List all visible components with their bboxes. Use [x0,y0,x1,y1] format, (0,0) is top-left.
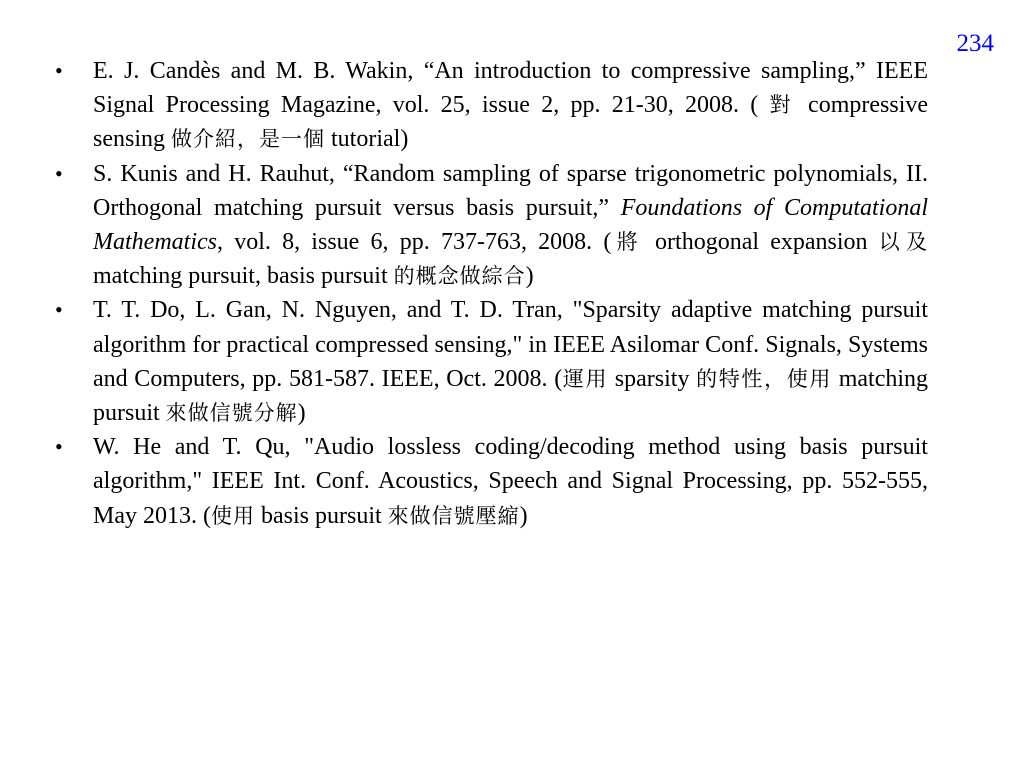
reference-authors: S. Kunis and H. Rauhut, [93,160,343,187]
reference-note-close: ) [519,502,528,529]
reference-item [50,157,928,294]
reference-note-cjk: 運用 [562,366,609,391]
reference-note-cjk: 將 [611,230,644,255]
reference-details: , vol. 8, issue 6, pp. 737-763, 2008. [216,229,604,256]
page-number: 234 [956,30,994,57]
reference-note-cjk: 的特性，使用 [696,366,833,391]
reference-item [50,293,928,430]
reference-authors: W. He and T. Qu, [93,434,305,461]
reference-venue: in IEEE Asilomar Conf. Signals, Systems and Computers [93,331,929,392]
reference-details: , pp. 552-555, May 2013. [93,468,928,529]
reference-details: , pp. 581-587. IEEE, Oct. 2008. [239,365,555,392]
reference-venue-italic: Foundations of Computational Mathematics [93,194,928,256]
reference-list [50,54,928,533]
reference-title: "Audio lossless coding/decoding method using basis pursuit algorithm," [93,434,928,495]
bullet-icon: • [55,160,63,186]
reference-text [93,54,928,157]
reference-note-close: ) [525,263,534,290]
bullet-icon: • [55,297,63,323]
reference-authors: T. T. Do, L. Gan, N. Nguyen, and T. D. Tran, [93,297,573,324]
reference-note-cjk: 對 [769,93,797,118]
reference-note-text: matching pursuit, basis pursuit [93,263,394,290]
reference-title: “An introduction to compressive sampling,” [423,58,876,84]
reference-note-text: tutorial) [325,126,409,153]
reference-note-cjk: 以及 [878,230,928,255]
reference-title: "Sparsity adaptive matching pursuit algorithm for practical compressed sensing," [93,297,929,358]
reference-note-open: ( [750,92,770,119]
reference-note-open: ( [554,365,563,392]
reference-item [50,430,928,533]
reference-venue: IEEE Int. Conf. Acoustics, Speech and Signal Processing [211,468,787,495]
reference-authors: E. J. Candès and M. B. Wakin, [93,58,424,84]
reference-venue: IEEE Signal Processing Magazine [93,58,928,119]
bullet-icon: • [55,434,63,460]
reference-note-close: ) [297,400,306,427]
reference-note-cjk: 來做信號分解 [165,401,298,426]
reference-note-cjk: 做介紹，是一個 [171,127,325,152]
bullet-icon: • [55,58,63,83]
reference-note-cjk: 使用 [211,503,255,528]
reference-text [93,157,928,294]
reference-note-cjk: 的概念做綜合 [393,264,526,289]
reference-item [50,54,928,157]
reference-text [93,430,928,533]
reference-note-text: matching pursuit [93,365,929,427]
reference-note-text: compressive sensing [93,92,929,153]
reference-text [93,293,928,430]
reference-note-text: sparsity [608,365,697,392]
reference-note-open: ( [203,502,211,529]
reference-details: , vol. 25, issue 2, pp. 21-30, 2008. [375,92,751,119]
reference-note-text: orthogonal expansion [643,229,879,256]
reference-note-text: basis pursuit [255,502,388,529]
reference-title: “Random sampling of sparse trigonometric polynomials, II. Orthogonal matching pursuit versus basis pursuit,” [93,160,929,221]
reference-note-open: ( [603,229,612,256]
reference-note-cjk: 來做信號壓縮 [387,503,520,528]
